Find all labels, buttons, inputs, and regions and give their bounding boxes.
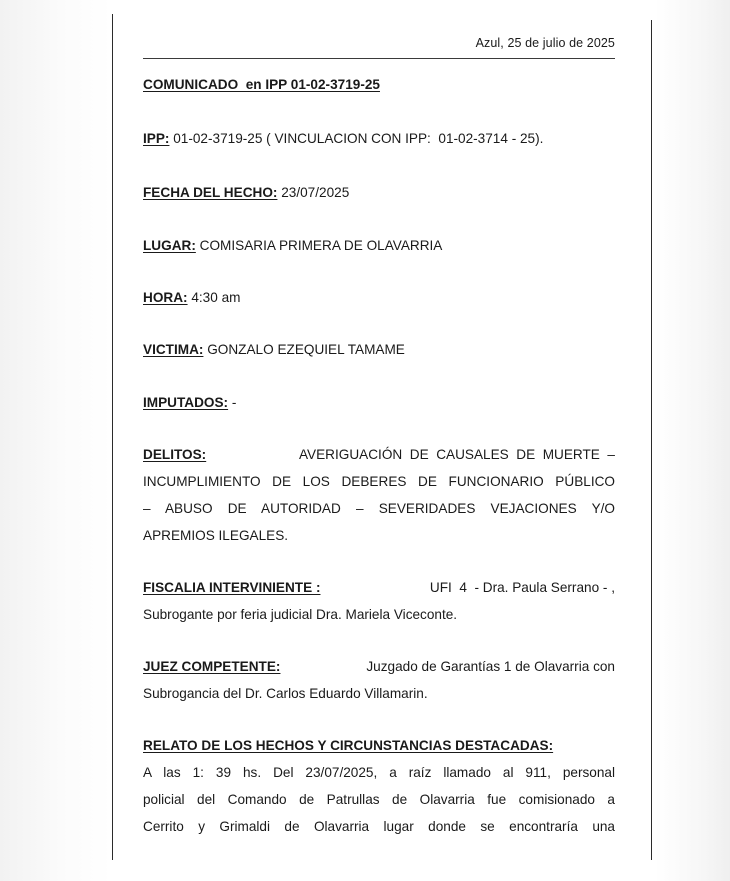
ipp-value: 01-02-3719-25 ( VINCULACION CON IPP: 01-02-3714 - 25). [169, 131, 544, 146]
fiscalia-label: FISCALIA INTERVINIENTE : [143, 580, 321, 595]
date-line: Azul, 25 de julio de 2025 [475, 36, 615, 50]
ipp-label: IPP: [143, 131, 170, 146]
lugar-value: COMISARIA PRIMERA DE OLAVARRIA [195, 238, 443, 253]
imputados-value: - [228, 395, 237, 410]
victima-label: VICTIMA: [143, 342, 204, 357]
victima-value: GONZALO EZEQUIEL TAMAME [203, 342, 405, 357]
juez-label: JUEZ COMPETENTE: [143, 659, 281, 674]
delitos-line-2: INCUMPLIMIENTO DE LOS DEBERES DE FUNCIONARIO PÚBLICO [143, 474, 615, 489]
delitos-line-1: AVERIGUACIÓN DE CAUSALES DE MUERTE – [298, 447, 615, 462]
lugar-row [143, 238, 615, 254]
title-text: COMUNICADO en IPP 01-02-3719-25 [143, 77, 380, 92]
fecha-value: 23/07/2025 [277, 185, 350, 200]
relato-line-2: policial del Comando de Patrullas de Olavarria fue comisionado a [143, 792, 615, 807]
hora-label: HORA: [143, 290, 188, 305]
document-title [143, 77, 615, 93]
ipp-row [143, 131, 615, 147]
delitos-line-4: APREMIOS ILEGALES. [143, 528, 289, 543]
juez-line-2: Subrogancia del Dr. Carlos Eduardo Villamarin. [143, 686, 428, 701]
juez-row [143, 659, 615, 675]
lugar-label: LUGAR: [143, 238, 196, 253]
victima-row [143, 342, 615, 358]
relato-label: RELATO DE LOS HECHOS Y CIRCUNSTANCIAS DESTACADAS: [143, 738, 554, 753]
fiscalia-row [143, 580, 615, 596]
relato-line-3: Cerrito y Grimaldi de Olavarria lugar donde se encontraría una [143, 819, 615, 834]
fiscalia-line-1: UFI 4 - Dra. Paula Serrano - , [429, 580, 615, 595]
left-margin-line [112, 14, 113, 860]
fecha-row [143, 185, 615, 201]
juez-line-1: Juzgado de Garantías 1 de Olavarria con [366, 659, 615, 674]
delitos-line-3: – ABUSO DE AUTORIDAD – SEVERIDADES VEJACIONES Y/O [143, 501, 615, 516]
imputados-label: IMPUTADOS: [143, 395, 229, 410]
imputados-row [143, 395, 615, 411]
hora-value: 4:30 am [187, 290, 241, 305]
hora-row [143, 290, 615, 306]
header-rule [143, 58, 615, 59]
delitos-row [143, 447, 615, 463]
fiscalia-line-2: Subrogante por feria judicial Dra. Mariela Viceconte. [143, 607, 458, 622]
right-margin-line [651, 20, 652, 860]
delitos-label: DELITOS: [143, 447, 207, 462]
relato-line-1: A las 1: 39 hs. Del 23/07/2025, a raíz llamado al 911, personal [143, 765, 615, 780]
relato-heading [143, 738, 615, 754]
fecha-label: FECHA DEL HECHO: [143, 185, 278, 200]
